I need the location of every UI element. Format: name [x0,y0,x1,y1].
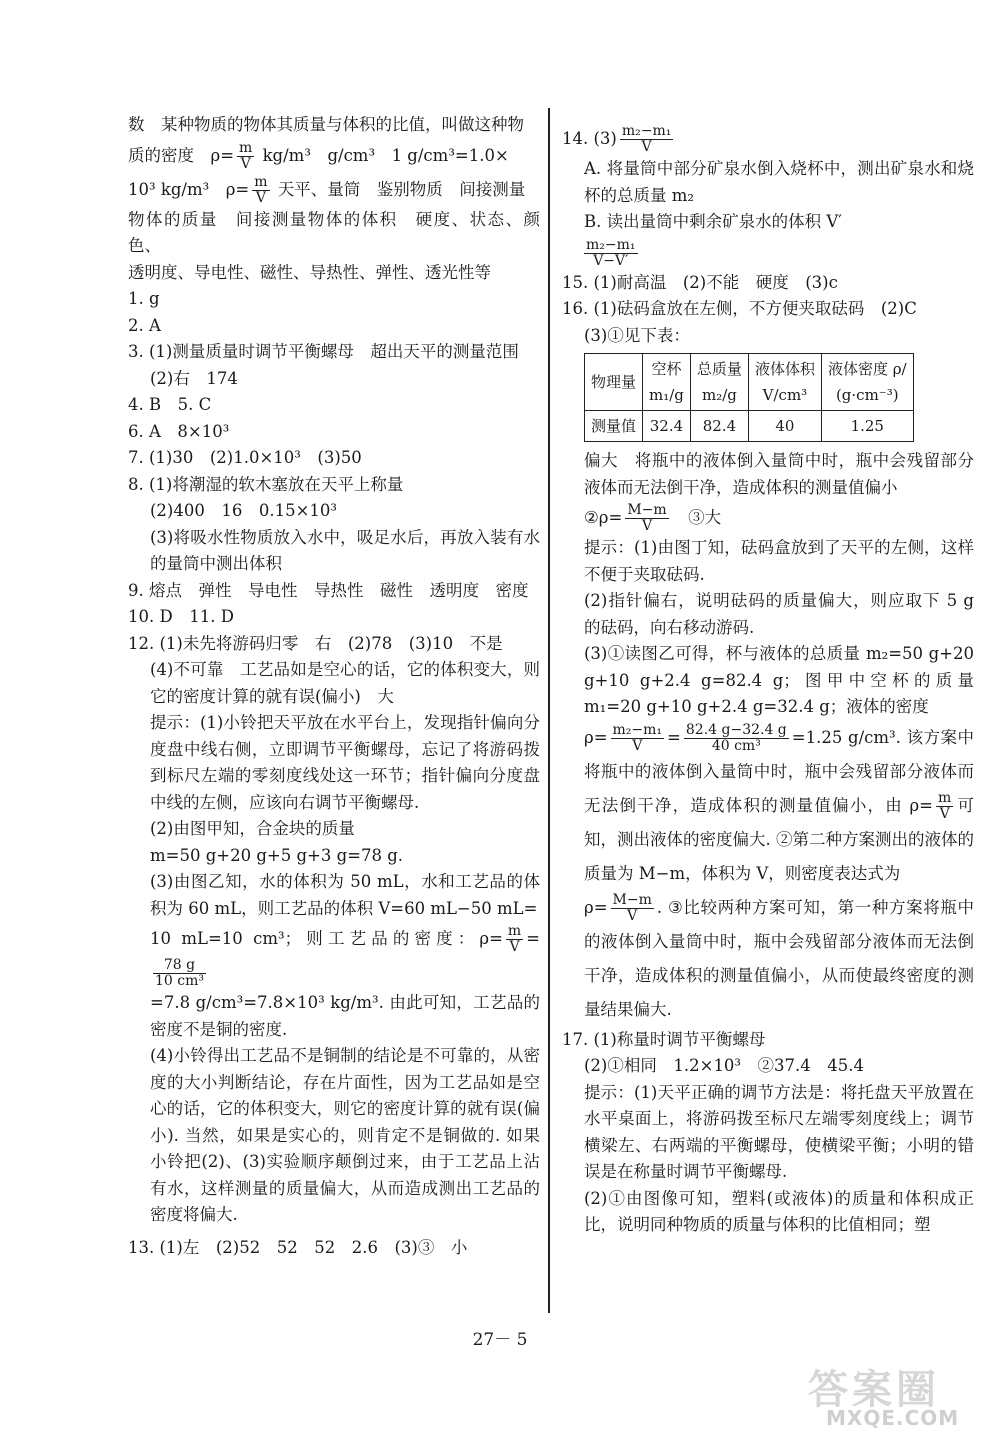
intro-line: 物体的质量 间接测量物体的体积 硬度、状态、颜色、 [128,209,540,255]
answer-item: 2. A [128,315,161,335]
hint-text: ρ= $\frac{\text{m₂−m₁}}{V}$ = $\frac{82.4 g-32.4 g}{\text{40 cm³}}$ =1.25 g/cm³. 该方案中将瓶中的液体倒入量筒中时，瓶中会残留部分液体而无法倒干净，造成体积的测量值偏小，由 ρ= $\frac{m}{V}$ 可知，测出液体的密度偏大. ②第二种方案测出的液体的质量为 M−m，体积为 V，则密度表达式为 [584,721,975,883]
table-cell: 82.4 [690,411,748,442]
watermark-logo [808,1358,988,1434]
hint-text: ρ= $\frac{M-m}{V}$ . ③比较两种方案可知，第一种方案将瓶中的液体倒入量筒中时，瓶中会残留部分液体而无法倒干净，造成体积的测量值偏小，从而使最终密度的测量结果偏大. [584,891,974,1019]
fraction-m-over-v: $\frac{m}{V}$ [507,923,522,955]
table-cell: 测量值 [585,411,643,442]
hint-text: 提示：(1)天平正确的调节方法是：将托盘天平放置在水平桌面上，将游码拨至标尺左端零刻度线上；调节横梁左、右两端的平衡螺母，使横梁平衡；小明的错误是在称量时调节平衡螺母. [584,1082,974,1181]
fraction-m-over-v: $\frac{m}{V}$ [254,173,268,206]
answer-item: 偏大 将瓶中的液体倒入量筒中时，瓶中会残留部分液体而无法倒干净，造成体积的测量值偏小 [584,451,974,497]
table-header: 物理量 [585,354,643,411]
table-cell: 40 [748,411,821,442]
table-header: 空杯 m₁/g [643,354,691,411]
hint-text: (2)指针偏右，说明砝码的质量偏大，则应取下 5 g 的砝码，向右移动游码. [584,591,974,637]
fraction-m2-m1-over-v: $\frac{\text{m₂−m₁}}{V}$ [621,123,672,155]
right-column [562,122,974,1239]
intro-line: 10³ kg/m³ ρ= $\frac{m}{V}$ 天平、量筒 鉴别物质 间接测量 [128,173,526,206]
table-header: 液体体积 V/cm³ [748,354,821,411]
answer-item: (2)右 174 [150,368,238,388]
page-number: 27－ 5 [472,1330,528,1350]
watermark-text: 答案圈 [808,1367,940,1413]
fraction-M-m-over-V: $\frac{M-m}{V}$ [612,891,652,924]
answer-item: 4. B 5. C [128,395,212,414]
fraction-78g-over-10cm3: $\frac{78 g}{\text{10 cm³}}$ [155,957,204,989]
answer-item: A. 将量筒中部分矿泉水倒入烧杯中，测出矿泉水和烧杯的总质量 m₂ [584,159,974,205]
column-divider [548,108,550,1313]
answer-item: (2)400 16 0.15×10³ [150,501,338,520]
answer-item: 3. (1)测量质量时调节平衡螺母 超出天平的测量范围 [128,342,519,361]
answer-item: B. 读出量筒中剩余矿泉水的体积 V′ [584,212,843,231]
watermark-url: MXQE.COM [826,1406,960,1430]
answer-item: (2)①相同 1.2×10³ ②37.4 45.4 [584,1056,865,1075]
hint-text: (3)由图乙知，水的体积为 50 mL，水和工艺品的体积为 60 mL，则工艺品的体积 V=60 mL−50 mL= [150,872,540,918]
hint-text: m=50 g+20 g+5 g+3 g=78 g. [150,845,404,865]
answer-item: (4)不可靠 工艺品如是空心的话，它的体积变大，则它的密度计算的就有误(偏小) 大 [150,660,540,706]
intro-line: 数 某种物质的物体其质量与体积的比值，叫做这种物 [128,115,524,134]
measurement-table [584,353,914,442]
table-cell: 1.25 [821,411,913,442]
answer-item: 14. (3) $\frac{\text{m₂−m₁}}{V}$ [562,123,672,155]
hint-text: (2)由图甲知，合金块的质量 [150,819,355,838]
table-cell: 32.4 [643,411,691,442]
intro-line: 透明度、导电性、磁性、导热性、弹性、透光性等 [128,262,491,282]
answer-item [562,236,974,270]
answer-item: 16. (1)砝码盒放在左侧，不方便夹取砝码 (2)C [562,299,917,318]
fraction-m-over-v: $\frac{m}{V}$ [239,139,253,172]
answer-item: (3)将吸水性物质放入水中，吸足水后，再放入装有水的量筒中测出体积 [150,527,540,573]
answer-item: 10. D 11. D [128,607,234,626]
answer-item: 6. A 8×10³ [128,421,230,441]
hint-text: =7.8 g/cm³=7.8×10³ kg/m³. 由此可知，工艺品的密度不是铜的密度. [150,993,540,1039]
fraction-m2-m1-over-v-minus-v: $\frac{\text{m₂−m₁}}{V-V'}$ [586,236,636,269]
left-column [128,112,540,1261]
answer-item: 15. (1)耐高温 (2)不能 硬度 (3)c [562,272,838,292]
hint-text: (2)①由图像可知，塑料(或液体)的质量和体积成正比，说明同种物质的质量与体积的比值相同；塑 [584,1188,974,1234]
table-header: 液体密度 ρ/ (g·cm⁻³) [821,354,913,411]
answer-item: 17. (1)称量时调节平衡螺母 [562,1029,766,1049]
fraction-m-over-v: $\frac{m}{V}$ [938,789,952,822]
answer-item: 7. (1)30 (2)1.0×10³ (3)50 [128,448,362,467]
hint-text: (3)①读图乙可得，杯与液体的总质量 m₂=50 g+20 g+10 g+2.4 g=82.4 g；图甲中空杯的质量 m₁=20 g+10 g+2.4 g=32.4 g；液体的密度 [584,644,974,716]
answer-item: 8. (1)将潮湿的软木塞放在天平上称量 [128,474,404,494]
hint-text: (4)小铃得出工艺品不是铜制的结论是不可靠的，从密度的大小判断结论，存在片面性，因为工艺品如是空心的话，它的体积变大，则它的密度计算的就有误(偏小). 当然，如果是实心的，则肯定不是铜做的. 如果小铃把(2)、(3)实验顺序颠倒过来，由于工艺品上沾有水，这样测量的质量偏大，从而造成测出工艺品的密度将偏大. [150,1046,540,1224]
answer-item: 12. (1)未先将游码归零 右 (2)78 (3)10 不是 [128,633,503,653]
answer-item: 13. (1)左 (2)52 52 52 2.6 (3)③ 小 [128,1237,468,1257]
answer-item: (3)①见下表： [584,325,690,345]
intro-line: 质的密度 ρ= $\frac{m}{V}$ kg/m³ g/cm³ 1 g/cm³=1.0× [128,139,509,172]
hint-text: 提示：(1)小铃把天平放在水平台上，发现指针偏向分度盘中线右侧，立即调节平衡螺母，忘记了将游码拨到标尺左端的零刻度线处这一环节；指针偏向分度盘中线的左侧，应该向右调节平衡螺母. [150,713,540,812]
hint-text: 10 mL=10 cm³；则工艺品的密度：ρ= $\frac{m}{V}$ = $\frac{78 g}{\text{10 cm³}}$ [150,923,540,989]
hint-text: 提示：(1)由图丁知，砝码盒放到了天平的左侧，这样不便于夹取砝码. [584,538,974,584]
fraction-m2-m1-over-v: $\frac{\text{m₂−m₁}}{V}$ [612,721,663,754]
answer-item: 9. 熔点 弹性 导电性 导热性 磁性 透明度 密度 [128,580,529,600]
fraction-calc: $\frac{82.4 g-32.4 g}{\text{40 cm³}}$ [685,721,787,754]
answer-item: 1. g [128,289,160,308]
table-header: 总质量 m₂/g [690,354,748,411]
answer-item: ②ρ= $\frac{M-m}{V}$ ③大 [584,502,722,534]
fraction-M-m-over-V: $\frac{M-m}{V}$ [627,502,667,534]
